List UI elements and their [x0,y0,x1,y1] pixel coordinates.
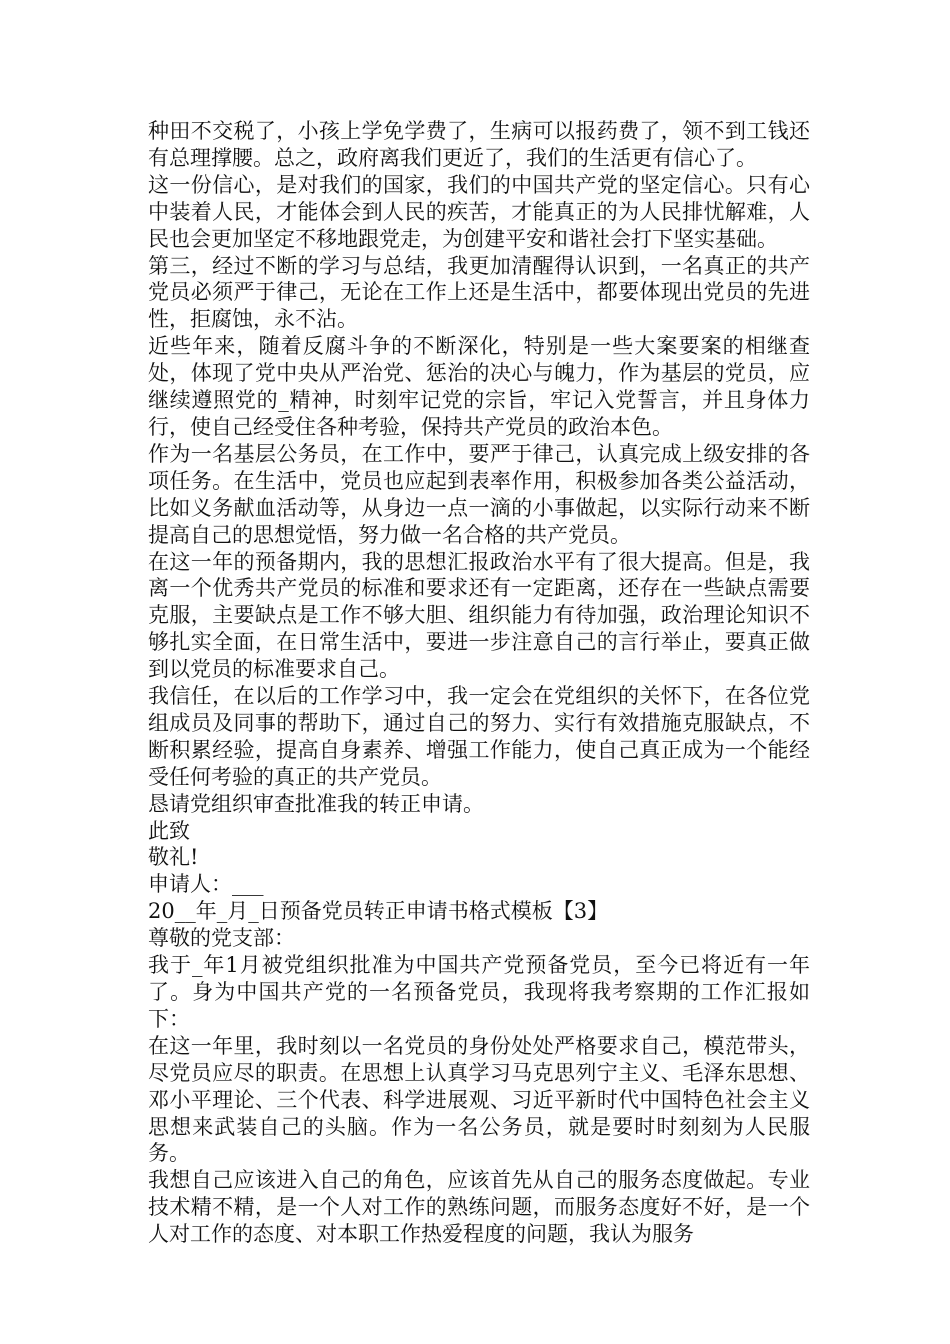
paragraph-1: 种田不交税了，小孩上学免学费了，生病可以报药费了，领不到工钱还有总理撑腰。总之，政府离我们更近了，我们的生活更有信心了。 [148,119,810,170]
paragraph-3: 第三，经过不断的学习与总结，我更加清醒得认识到，一名真正的共产党员必须严于律己，无论在工作上还是生活中，都要体现出党员的先进性，拒腐蚀，永不沾。 [148,253,810,332]
paragraph-6: 在这一年的预备期内，我的思想汇报政治水平有了很大提高。但是，我离一个优秀共产党员的标准和要求还有一定距离，还存在一些缺点需要克服，主要缺点是工作不够大胆、组织能力有待加强，政治理论知识不够扎实全面，在日常生活中，要进一步注意自己的言行举止，要真正做到以党员的标准要求自己。 [148,549,810,682]
date-and-template-title: 20__年_月_日预备党员转正申请书格式模板【3】 [148,899,609,924]
paragraph-5: 作为一名基层公务员，在工作中，要严于律己，认真完成上级安排的各项任务。在生活中，党员也应起到表率作用，积极参加各类公益活动，比如义务献血活动等，从身边一点一滴的小事做起，以实际行动来不断提高自己的思想觉悟，努力做一名合格的共产党员。 [148,441,810,547]
paragraph-8: 我于_年1月被党组织批准为中国共产党预备党员，至今已将近有一年了。身为中国共产党的一名预备党员，我现将我考察期的工作汇报如下： [148,953,810,1031]
request-line: 恳请党组织审查批准我的转正申请。 [148,791,484,816]
document-body [148,118,810,1248]
applicant-line: 申请人：___ [148,872,264,897]
paragraph-2: 这一份信心，是对我们的国家，我们的中国共产党的坚定信心。只有心中装着人民，才能体会到人民的疾苦，才能真正的为人民排忧解难，人民也会更加坚定不移地跟党走，为创建平安和谐社会打下坚实基础。 [148,172,810,251]
greeting: 尊敬的党支部： [148,926,295,951]
paragraph-4: 近些年来，随着反腐斗争的不断深化，特别是一些大案要案的相继查处，体现了党中央从严治党、惩治的决心与魄力，作为基层的党员，应继续遵照党的_精神，时刻牢记党的宗旨，牢记入党誓言，并且身体力行，使自己经受住各种考验，保持共产党员的政治本色。 [148,334,810,439]
salutation-regards: 敬礼! [148,845,199,870]
salutation-closing: 此致 [148,818,190,843]
paragraph-7: 我信任，在以后的工作学习中，我一定会在党组织的关怀下，在各位党组成员及同事的帮助下，通过自己的努力、实行有效措施克服缺点，不断积累经验，提高自身素养、增强工作能力，使自己真正成为一个能经受任何考验的真正的共产党员。 [148,684,810,789]
paragraph-10: 我想自己应该进入自己的角色，应该首先从自己的服务态度做起。专业技术精不精，是一个人对工作的熟练问题，而服务态度好不好，是一个人对工作的态度、对本职工作热爱程度的问题，我认为服务 [148,1168,810,1247]
paragraph-9: 在这一年里，我时刻以一名党员的身份处处严格要求自己，模范带头，尽党员应尽的职责。在思想上认真学习马克思列宁主义、毛泽东思想、邓小平理论、三个代表、科学进展观、习近平新时代中国特色社会主义思想来武装自己的头脑。作为一名公务员，就是要时时刻刻为人民服务。 [148,1033,810,1166]
